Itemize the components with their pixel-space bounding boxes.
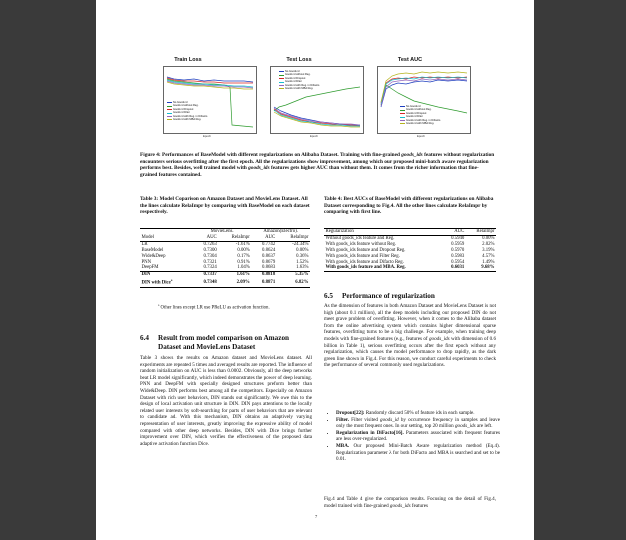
plot-title-test-auc: Test AUC <box>397 57 423 63</box>
table-cell: 0.36% <box>296 253 309 259</box>
figure-4-caption: Figure 4: Performances of BaseModel with different regularizations on Alibaba Dataset. Training with fine-grained goods_ids features without regularization encounters serious overfitting after the first epoch. All the regularizations show improvement, among which our proposed mini-batch aware regularization performs best. Besides, well trained model with goods_ids features gets higher AUC than without them. It comes from the richer information that fine-grained features contained. <box>140 152 495 179</box>
table-header-cell: RelaImpr <box>231 234 250 240</box>
heading-line: 6.4 Result from model comparison on Amazon <box>140 334 290 342</box>
legend-swatch <box>400 110 405 111</box>
table-cell: 0.00% <box>482 235 495 241</box>
legend-swatch <box>279 88 284 89</box>
table-cell: 0.5970 <box>451 247 465 253</box>
table-cell: 0.5983 <box>451 253 465 259</box>
legend-swatch <box>279 71 284 72</box>
legend-swatch <box>167 116 172 117</box>
table-cell: 0.91% <box>237 259 250 265</box>
legend-entry <box>279 87 319 90</box>
train-loss-plot <box>163 66 257 134</box>
legend-label: Goods id with MBA Reg. <box>406 122 435 126</box>
table-cell: 0.5940 <box>451 235 465 241</box>
table-cell: 0.8683 <box>262 265 276 271</box>
table-header-cell: RelaImpr <box>476 229 495 234</box>
legend-label: Goods id Filter <box>285 80 302 84</box>
table-cell: 0.17% <box>237 253 250 259</box>
plot-title-test-loss: Test Loss <box>286 57 312 63</box>
table-cell: With goods_ids feature and Dropout Reg. <box>325 247 406 253</box>
table-cell: 0.8637 <box>262 253 276 259</box>
table-cell: 2.02% <box>482 241 495 247</box>
table-header-cell: Model <box>141 234 155 240</box>
test-auc-legend <box>400 105 440 125</box>
legend-label: Goods id with Reg. in DiFacto <box>285 83 320 87</box>
legend-label: Goods id with Reg. in DiFacto <box>173 114 208 118</box>
table-cell: 0.7337 <box>203 272 217 278</box>
table-cell: 4.57% <box>482 253 495 259</box>
table-4-caption: Table 4: Best AUCs of BaseModel with different regularizations on Alibaba Dataset corresponding to Fig.4. All the other lines calculate RelaImpr by comparing with first line. <box>324 196 494 216</box>
legend-label: Goods id with Reg. in DiFacto <box>406 118 441 122</box>
legend-swatch <box>279 82 284 83</box>
legend-label: Goods id with MBA Reg. <box>285 87 314 91</box>
table-cell: 0.00% <box>237 247 250 253</box>
table-row <box>324 265 496 271</box>
test-auc-line-5 <box>381 79 467 106</box>
legend-swatch <box>279 75 284 76</box>
regularization-list <box>328 410 500 463</box>
table-header-cell: RelaImpr <box>290 234 309 240</box>
table-cell: 0.8624 <box>262 247 276 253</box>
table-cell: 0.00% <box>296 247 309 253</box>
train-loss-legend <box>167 101 207 121</box>
table-cell: 1.63% <box>296 265 309 271</box>
paper-page <box>96 0 534 540</box>
legend-label: No Goods id <box>173 101 188 104</box>
legend-label: Goods id with MBA Reg. <box>173 118 202 122</box>
legend-swatch <box>167 119 172 120</box>
table-cell: 0.7263 <box>203 241 217 247</box>
table-header-cell: AUC <box>265 234 276 240</box>
legend-swatch <box>279 78 284 79</box>
table-row <box>140 278 310 287</box>
table-cell: 0.8679 <box>262 259 276 265</box>
test-loss-line-2 <box>274 87 360 111</box>
table-cell: 1.52% <box>296 259 309 265</box>
table-header-cell: Regularization <box>325 229 354 234</box>
legend-label: Goods id Filter <box>173 111 190 115</box>
table-cell: PNN <box>141 259 152 265</box>
table-cell: With goods_ids feature and Filter Reg. <box>325 253 400 259</box>
legend-swatch <box>400 106 405 107</box>
table-4 <box>324 228 496 272</box>
legend-swatch <box>400 117 405 118</box>
table-cell: DIN with Dice$^a$ <box>141 278 173 286</box>
legend-swatch <box>167 109 172 110</box>
legend-label: Goods id Dropout <box>285 76 306 80</box>
table-cell: 0.7742 <box>262 241 276 247</box>
table-cell: Wide&Deep <box>141 253 166 259</box>
test-loss-legend <box>279 70 319 90</box>
legend-entry <box>167 118 207 121</box>
table-cell: 0.8818 <box>262 272 276 278</box>
legend-label: Goods id without Reg. <box>173 104 199 108</box>
table-cell: 0.7324 <box>203 265 217 271</box>
legend-swatch <box>167 102 172 103</box>
legend-entry <box>400 122 440 125</box>
legend-swatch <box>400 120 405 121</box>
table-cell: 3.19% <box>482 247 495 253</box>
table-cell: 1.61% <box>236 272 250 278</box>
table-cell: -1.61% <box>235 241 250 247</box>
table-3 <box>140 228 310 288</box>
table-cell: -24.34% <box>292 241 309 247</box>
list-item: • Filter. Filter visited goods_id by occurrence frequency in samples and leave only the most frequent ones. In our setting, top 20 million goods_ids are left. <box>336 417 500 430</box>
legend-label: Goods id Filter <box>406 115 423 119</box>
legend-swatch <box>400 113 405 114</box>
plot-title-train-loss: Train Loss <box>174 57 202 63</box>
legend-label: Goods id without Reg. <box>406 108 432 112</box>
table-cell: 0.7348 <box>203 279 217 285</box>
table-cell: 9.68% <box>481 265 495 271</box>
legend-swatch <box>167 106 172 107</box>
table-header-cell: AUC <box>206 234 217 240</box>
test-auc-line-6 <box>381 72 467 102</box>
legend-label: Goods id without Reg. <box>285 73 311 77</box>
table-cell: 1.49% <box>482 259 495 265</box>
table-cell: 0.5959 <box>451 241 465 247</box>
table-cell: 1.04% <box>237 265 250 271</box>
section-6-5-paragraph-2: Fig.4 and Table 4 give the comparison results. Focusing on the detail of Fig.4, model trained with fine-grained goods_ids features <box>324 496 496 509</box>
legend-swatch <box>400 123 405 124</box>
test-loss-plot <box>270 66 364 134</box>
test-loss-xlabel: Epoch <box>310 134 318 138</box>
table-cell: 0.5954 <box>451 259 465 265</box>
section-6-5-heading: 6.5 Performance of regularization <box>324 292 435 300</box>
table-cell: DeepFM <box>141 265 159 271</box>
test-auc-plot <box>377 66 471 134</box>
table-cell: 0.7304 <box>203 253 217 259</box>
legend-swatch <box>167 113 172 114</box>
table-3-caption: Table 3: Model Coparison on Amazon Dataset and MovieLens Dataset. All the lines calculate RelaImpr by comparing with BaseModel on each dataset respectively. <box>140 196 310 216</box>
legend-label: Goods id Dropout <box>406 111 427 115</box>
table-cell: LR <box>141 241 148 247</box>
table-group-header: Amazon(Electro). <box>263 229 298 234</box>
table-header-row <box>324 229 496 236</box>
table-cell: With goods_ids feature without Reg. <box>325 241 397 247</box>
list-item: • MBA. Our proposed Mini-Batch Aware regularization method (Eq.4). Regularization parameter λ for both DiFacto and MBA is searched and set to be 0.01. <box>336 443 500 463</box>
legend-swatch <box>279 85 284 86</box>
table-cell: With goods_ids feature and Difacto Reg. <box>325 259 404 265</box>
section-6-5-paragraph-1: As the dimension of features in both Amazon Dataset and MovieLens Dataset is not high (about 0.1 million), all the deep models including our proposed DIN do not meet grave problem of overfitting. However, when it comes to the Alibaba dataset from the online advertising system which contains higher dimensional sparse features, overfitting turns to be a big challenge. For example, when training deep models with fine-grained features (e.g., features of goods_ids with dimension of 0.6 billion in Table 1), serious overfitting occurs after the first epoch without any regularization, which causes the model performance to drop rapidly, as the dark green line shown in Fig.4. For this reason, we conduct careful experiments to check the performance of several commonly used regularizations. <box>324 303 497 369</box>
test-auc-line-1 <box>381 80 467 107</box>
legend-label: No Goods id <box>285 70 300 73</box>
table-cell: 6.82% <box>295 279 309 285</box>
section-6-4-heading <box>140 334 312 352</box>
table-3-footnote: $^a$ Other lines except LR use PReLU as activation function. <box>158 303 270 311</box>
heading-line: Dataset and MovieLens Dataset <box>158 342 256 351</box>
test-auc-xlabel: Epoch <box>417 134 425 138</box>
table-cell: 0.7300 <box>203 247 217 253</box>
section-6-4-body: Table 3 shows the results on Amazon dataset and MovieLens dataset. All experiments are repeated 5 times and averaged results are reported. The influence of random initialization on AUC is less than 0.0002. Obviously, all the deep networks beat LR model significantly, which indeed demonstrates the power of deep learning. PNN and DeepFM with specially designed structures preform better than Wide&Deep. DIN performs best among all the competitors. Especially on Amazon Dataset with rich user behaviors, DIN stands out significantly. We owe this to the design of local activation unit structure in DIN. DIN pays attentions to the locally related user interests by soft-searching for parts of user behaviors that are relevant to candidate ad. With this mechanism, DIN obtains an adaptively varying representation of user interests, greatly improving the expressive ability of model compared with other deep networks. Besides, DIN with Dice brings further improvement over DIN, which verifies the effectiveness of the proposed data adaptive activation function Dice. <box>140 355 312 447</box>
table-cell: With goods_ids feature and MBA. Reg. <box>325 265 406 271</box>
table-cell: 2.09% <box>236 279 250 285</box>
table-cell: 0.8871 <box>262 279 276 285</box>
table-group-header: MovieLens. <box>210 229 234 234</box>
table-header-cell: AUC <box>454 229 465 234</box>
list-item: • Regularization in DiFacto[16]. Parameters associated with frequent features are less over-regularized. <box>336 430 500 443</box>
train-loss-xlabel: Epoch <box>203 134 211 138</box>
table-cell: 0.6031 <box>451 265 465 271</box>
table-cell: BaseModel <box>141 247 164 253</box>
table-cell: Without goods_ids feature and Reg. <box>325 235 395 241</box>
legend-label: No Goods id <box>406 105 421 108</box>
table-cell: 5.35% <box>295 272 309 278</box>
table-cell: DIN <box>141 272 151 278</box>
train-loss-lines <box>164 67 256 133</box>
table-cell: 0.7321 <box>203 259 217 265</box>
page-number: 7 <box>315 514 318 519</box>
list-item: • Dropout[22]: Randomly discard 50% of feature ids in each sample. <box>336 410 500 417</box>
legend-label: Goods id Dropout <box>173 107 194 111</box>
